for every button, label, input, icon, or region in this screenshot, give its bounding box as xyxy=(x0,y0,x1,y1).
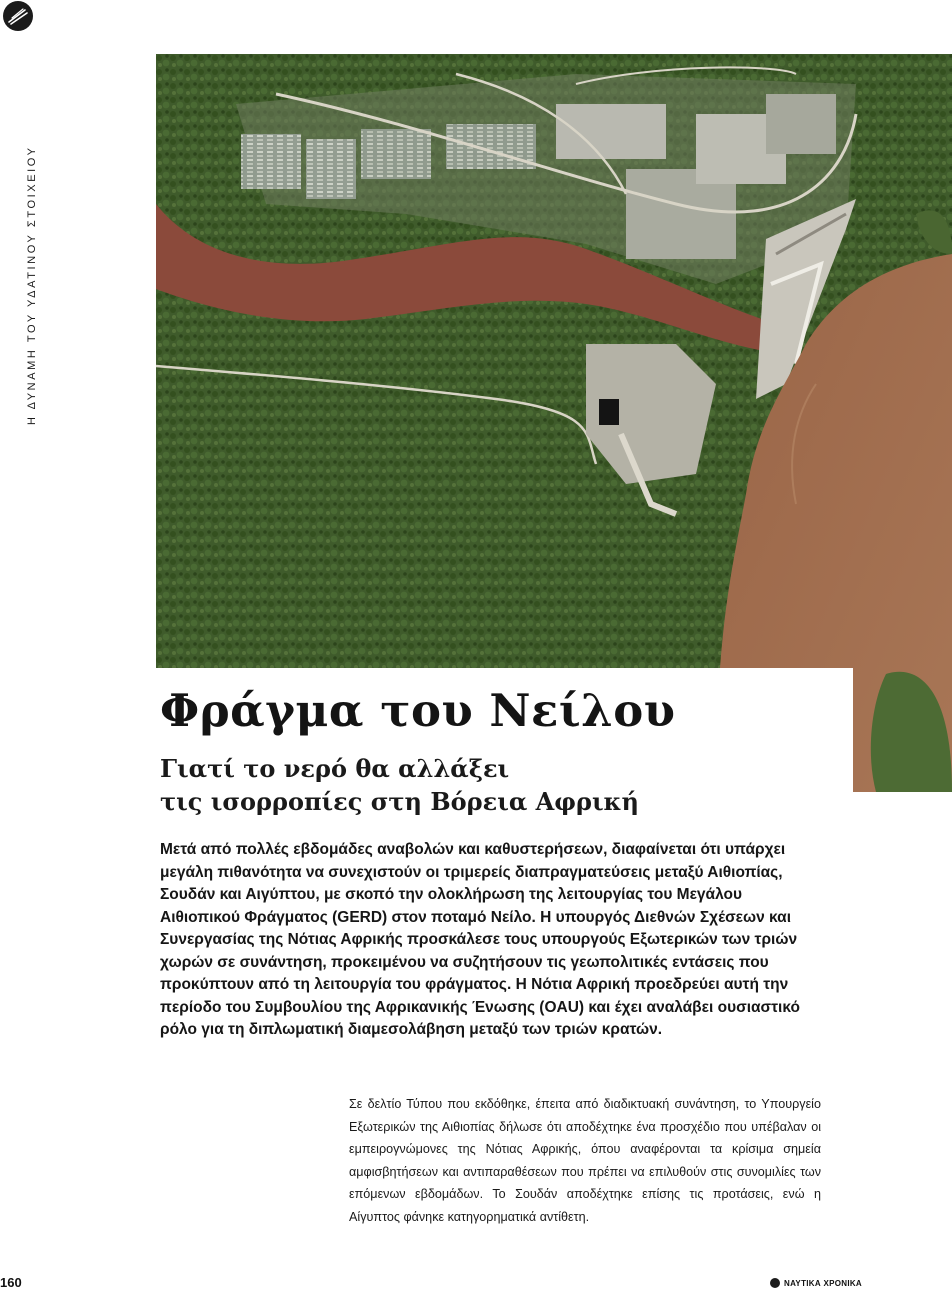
page-number: 160 xyxy=(0,1275,22,1290)
footer-brand xyxy=(770,1278,862,1288)
brand-name: ΝΑΥΤΙΚΑ ΧΡΟΝΙΚΑ xyxy=(784,1278,862,1288)
article-subtitle xyxy=(160,752,720,818)
subtitle-line-2: τις ισορροπίες στη Βόρεια Αφρική xyxy=(160,787,639,816)
fork-knife-icon xyxy=(3,1,33,31)
article-body: Σε δελτίο Τύπου που εκδόθηκε, έπειτα από διαδικτυακή συνάντηση, το Υπουργείο Εξωτερικών της Αιθιοπίας δήλωσε ότι αποδέχτηκε ένα προσχέδιο που υπέβαλαν οι εμπειρογνώμονες της Νότιας Αφρικής, όπου αναφέρονται τα κρίσιμα σημεία αμφισβητήσεων και αντιπαραθέσεων που πρέπει να επιλυθούν στις συνομιλίες των επόμενων εβδομάδων. Το Σουδάν αποδέχτηκε επίσης τις προτάσεις, ενώ η Αίγυπτος φάνηκε κατηγορηματικά αντίθετη. xyxy=(349,1097,821,1224)
article-lead: Μετά από πολλές εβδομάδες αναβολών και καθυστερήσεων, διαφαίνεται ότι υπάρχει μεγάλη πιθανότητα να συνεχιστούν οι τριμερείς διαπραγματεύσεις μεταξύ Αιθιοπίας, Σουδάν και Αιγύπτου, με σκοπό την ολοκλήρωση της λειτουργίας του Μεγάλου Αιθιοπικού Φράγματος (GERD) στον ποταμό Νείλο. Η υπουργός Διεθνών Σχέσεων και Συνεργασίας της Νότιας Αφρικής προσκάλεσε τους υπουργούς Εξωτερικών των τριών χωρών σε συνάντηση, προκειμένου να συζητήσουν τις γεωπολιτικές εντάσεις που προκύπτουν από τη λειτουργία του φράγματος. Η Νότια Αφρική προεδρεύει αυτή την περίοδο του Συμβουλίου της Αφρικανικής Ένωσης (OAU) και έχει αναλάβει ουσιαστικό ρόλο για τη διπλωματική διαμεσολάβηση μεταξύ των τριών κρατών. xyxy=(160,841,800,1038)
subtitle-line-1: Γιατί το νερό θα αλλάξει xyxy=(160,754,510,783)
article-title: Φράγμα του Νείλου xyxy=(160,684,676,737)
section-label: Η ΔΥΝΑΜΗ ΤΟΥ ΥΔΑΤΙΝΟΥ ΣΤΟΙΧΕΙΟΥ xyxy=(26,145,38,425)
brand-logo-icon xyxy=(770,1278,780,1288)
